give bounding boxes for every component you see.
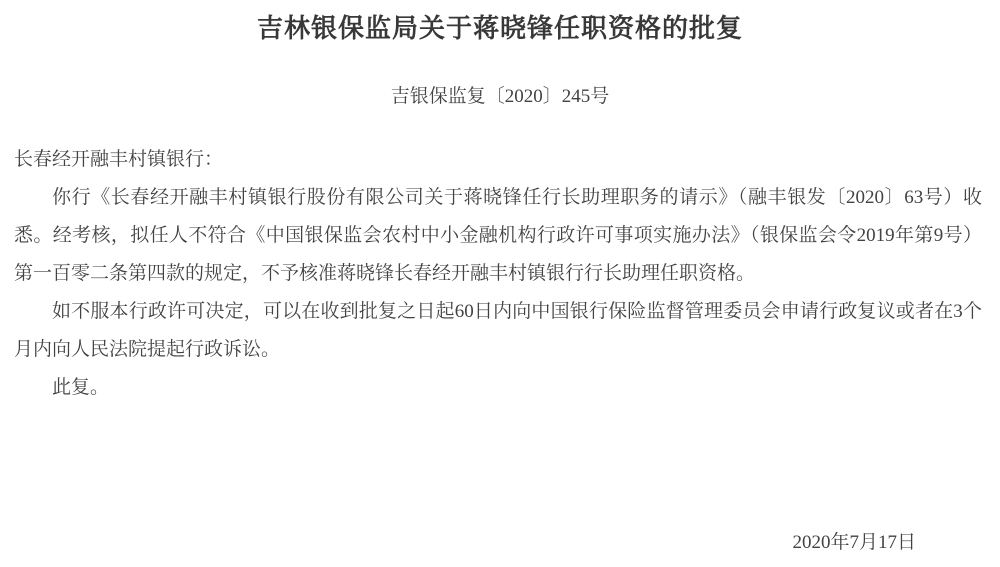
document-body: [0, 141, 1000, 407]
document-number: 吉银保监复〔2020〕245号: [390, 86, 610, 107]
document-title: 吉林银保监局关于蒋晓锋任职资格的批复: [256, 13, 743, 43]
closing-phrase: 此复。: [52, 377, 110, 398]
paragraph-decision: 你行《长春经开融丰村镇银行股份有限公司关于蒋晓锋任行长助理职务的请示》（融丰银发〔2020〕63号）收悉。经考核，拟任人不符合《中国银保监会农村中小金融机构行政许可事项实施办法》（银保监会令2019年第9号）第一百零二条第四款的规定，不予核准蒋晓锋长春经开融丰村镇银行行长助理任职资格。: [14, 187, 982, 284]
paragraph-appeal-rights: 如不服本行政许可决定，可以在收到批复之日起60日内向中国银行保险监督管理委员会申请行政复议或者在3个月内向人民法院提起行政诉讼。: [14, 301, 982, 360]
document-date: 2020年7月17日: [792, 532, 916, 553]
addressee-line: 长春经开融丰村镇银行：: [14, 149, 224, 170]
